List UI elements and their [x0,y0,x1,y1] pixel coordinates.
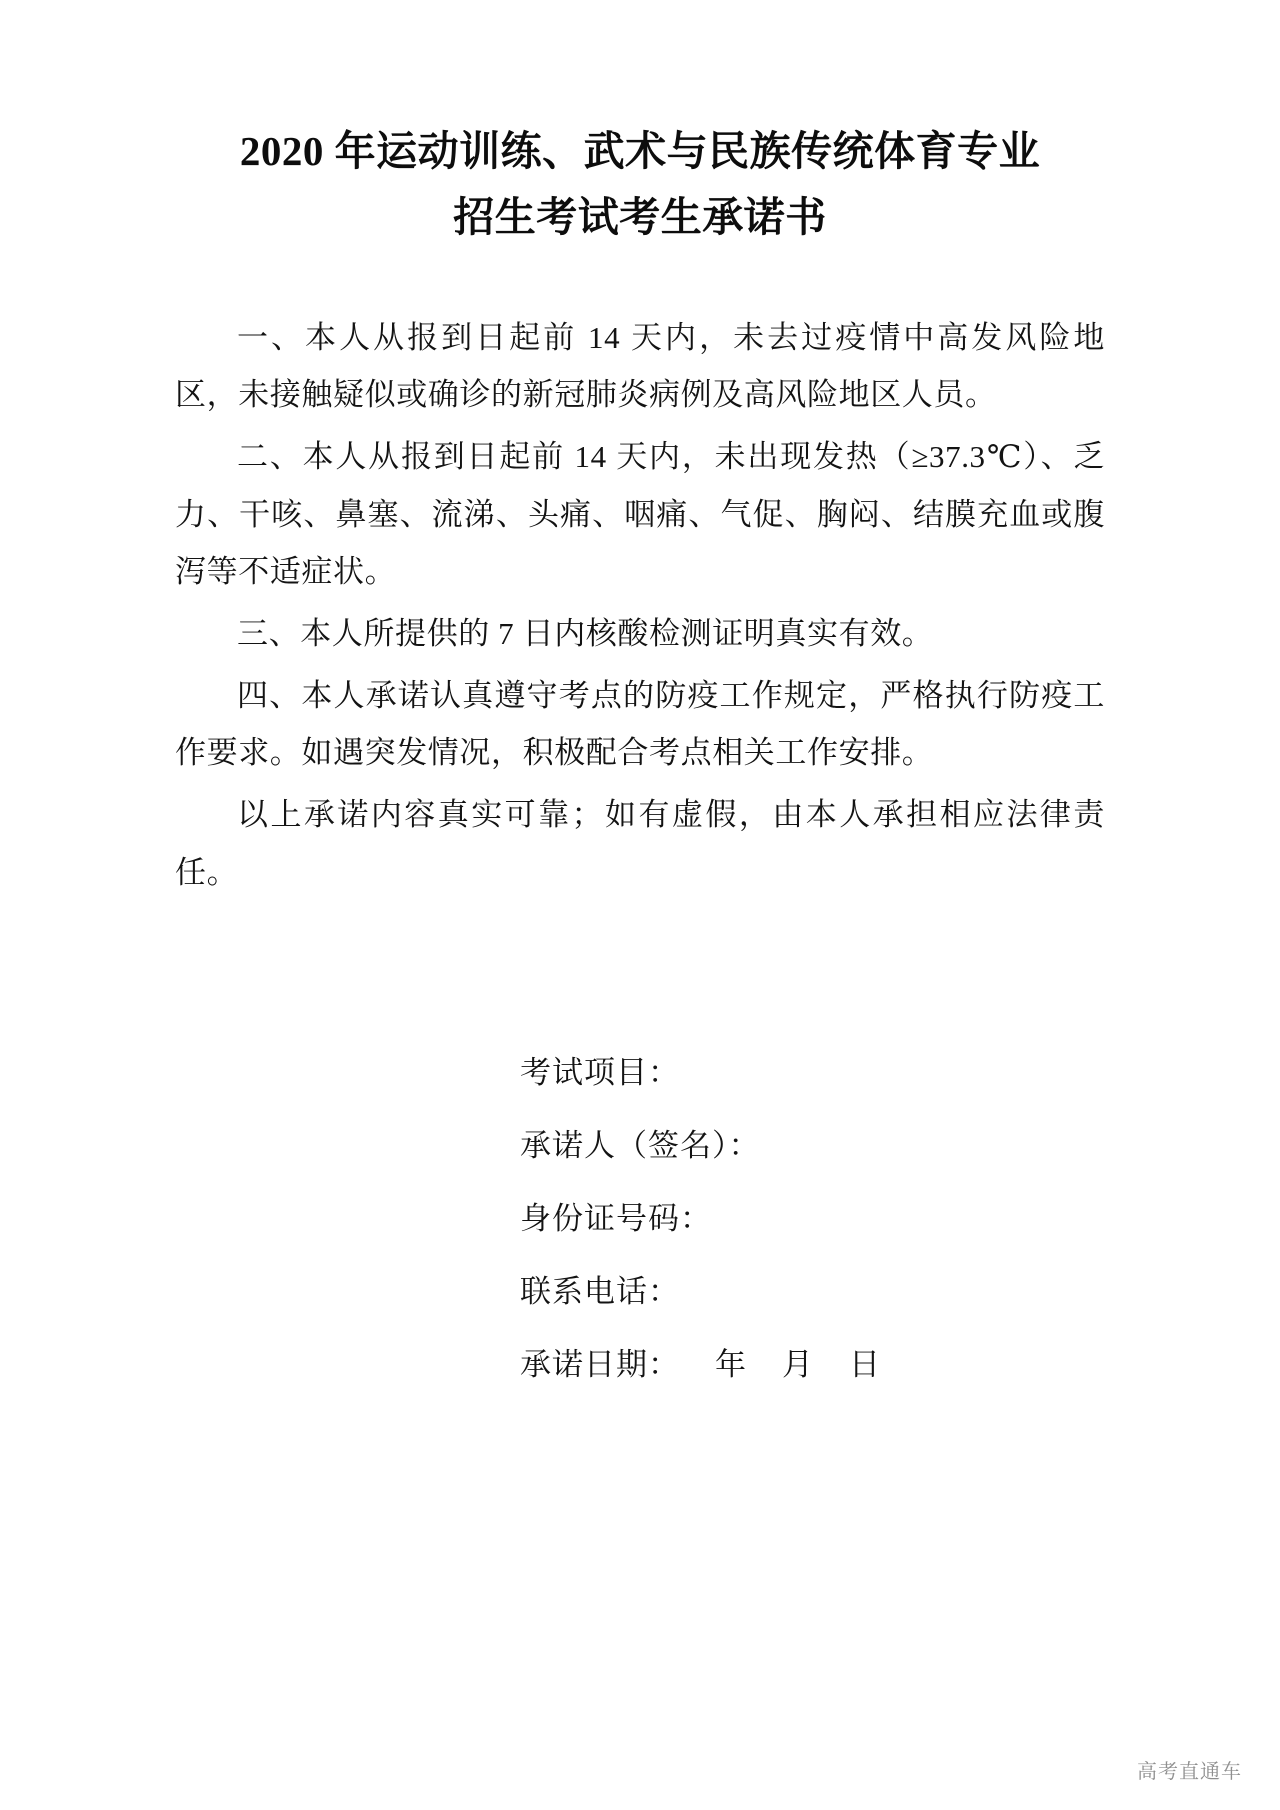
signature-block [175,905,1105,1401]
field-exam-item: 考试项目： [520,1055,680,1091]
paragraph-2: 二、本人从报到日起前 14 天内，未出现发热（≥37.3℃）、乏力、干咳、鼻塞、流涕、头痛、咽痛、气促、胸闷、结膜充血或腹泻等不适症状。 [175,439,1105,590]
paragraph-4: 四、本人承诺认真遵守考点的防疫工作规定，严格执行防疫工作要求。如遇突发情况，积极配合考点相关工作安排。 [175,677,1105,771]
watermark-label: 高考直通车 [1137,1761,1242,1783]
document-body [175,251,1105,902]
field-signature: 承诺人（签名）： [520,1128,761,1164]
paragraph-3: 三、本人所提供的 7 日内核酸检测证明真实有效。 [237,616,934,652]
paragraph-1: 一、本人从报到日起前 14 天内，未去过疫情中高发风险地区，未接触疑似或确诊的新冠肺炎病例及高风险地区人员。 [175,319,1105,413]
page-title-line-1: 2020 年运动训练、武术与民族传统体育专业 [239,128,1041,174]
page-title-line-2: 招生考试考生承诺书 [453,194,827,241]
field-date: 承诺日期： 年 月 日 [520,1346,881,1382]
page-title [180,0,1100,251]
paragraph-closing: 以上承诺内容真实可靠；如有虚假，由本人承担相应法律责任。 [175,797,1105,890]
field-phone: 联系电话： [520,1273,680,1309]
field-id-number: 身份证号码： [520,1201,712,1237]
